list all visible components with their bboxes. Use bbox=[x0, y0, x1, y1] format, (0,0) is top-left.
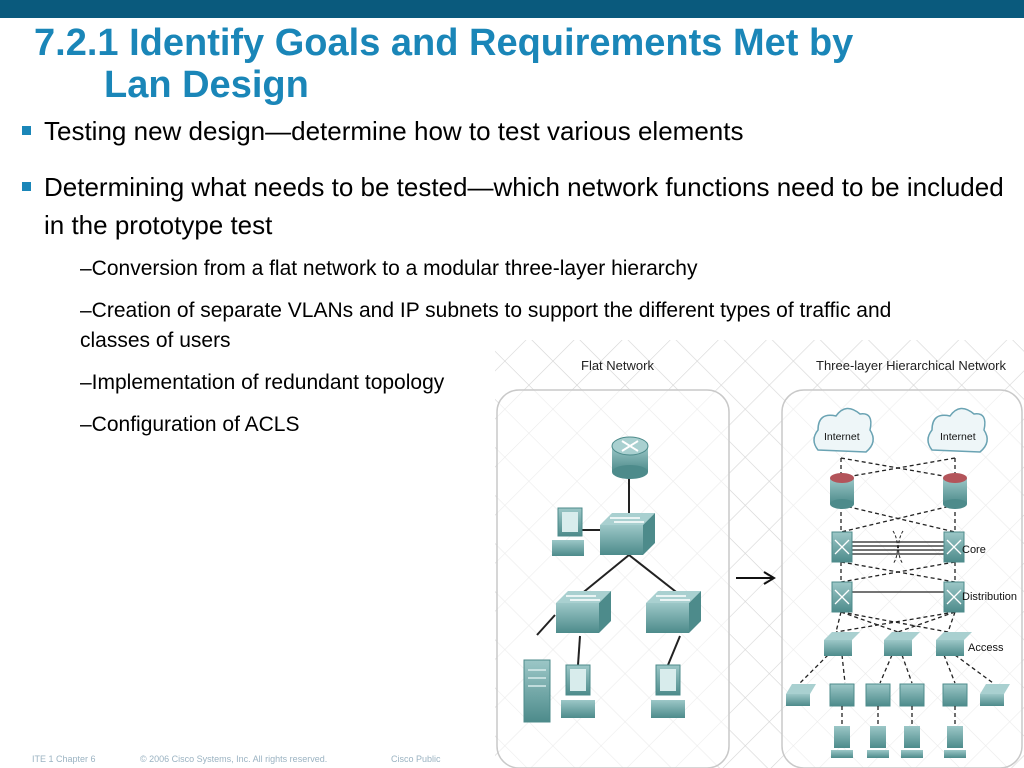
core-switch-icon bbox=[832, 532, 852, 562]
switch-icon bbox=[600, 513, 655, 555]
slide-title bbox=[34, 22, 1024, 106]
workstation-icon bbox=[831, 726, 853, 758]
access-label: Access bbox=[968, 642, 1004, 654]
core-label: Core bbox=[962, 544, 986, 556]
ip-phone-icon bbox=[866, 684, 890, 706]
bullet-square-icon bbox=[22, 182, 31, 191]
workstation-icon bbox=[944, 726, 966, 758]
server-icon bbox=[524, 660, 550, 722]
title-line-1: 7.2.1 Identify Goals and Requirements Met by bbox=[34, 22, 854, 64]
workstation-icon bbox=[651, 665, 685, 718]
switch-icon bbox=[556, 591, 611, 633]
distribution-switch-icon bbox=[832, 582, 852, 612]
bullet-item bbox=[18, 168, 1014, 244]
workstation-icon bbox=[901, 726, 923, 758]
sub-bullet: –Implementation of redundant topology bbox=[80, 371, 445, 394]
ip-phone-icon bbox=[830, 684, 854, 706]
flat-network-title: Flat Network bbox=[581, 358, 654, 373]
workstation-icon bbox=[561, 665, 595, 718]
ip-phone-icon bbox=[943, 684, 967, 706]
sub-bullet: –Conversion from a flat network to a modular three-layer hierarchy bbox=[80, 257, 698, 280]
footer-chapter: ITE 1 Chapter 6 bbox=[32, 754, 96, 764]
bullet-item bbox=[18, 112, 1008, 150]
network-diagram bbox=[495, 340, 1024, 768]
router-icon bbox=[612, 437, 648, 479]
bullet-text: Testing new design—determine how to test various elements bbox=[44, 116, 744, 146]
router-icon bbox=[943, 473, 967, 509]
core-switch-icon bbox=[944, 532, 964, 562]
internet-label: Internet bbox=[940, 431, 976, 443]
sub-bullet: –Creation of separate VLANs and IP subnets to support the different types of traffic and classes of users bbox=[80, 299, 892, 352]
distribution-switch-icon bbox=[944, 582, 964, 612]
internet-label: Internet bbox=[824, 431, 860, 443]
top-bar bbox=[0, 0, 1024, 18]
ip-phone-icon bbox=[900, 684, 924, 706]
bullet-text: Determining what needs to be tested—which network functions need to be included in the prototype test bbox=[44, 172, 1004, 240]
workstation-icon bbox=[867, 726, 889, 758]
sub-bullet: –Configuration of ACLS bbox=[80, 413, 300, 436]
switch-icon bbox=[646, 591, 701, 633]
title-line-2: Lan Design bbox=[104, 64, 309, 106]
footer-classification: Cisco Public bbox=[391, 754, 441, 764]
bullet-square-icon bbox=[22, 126, 31, 135]
footer-copyright: © 2006 Cisco Systems, Inc. All rights reserved. bbox=[140, 754, 328, 764]
distribution-label: Distribution bbox=[962, 591, 1018, 603]
router-icon bbox=[830, 473, 854, 509]
hierarchical-network-title: Three-layer Hierarchical Network bbox=[816, 358, 1006, 373]
